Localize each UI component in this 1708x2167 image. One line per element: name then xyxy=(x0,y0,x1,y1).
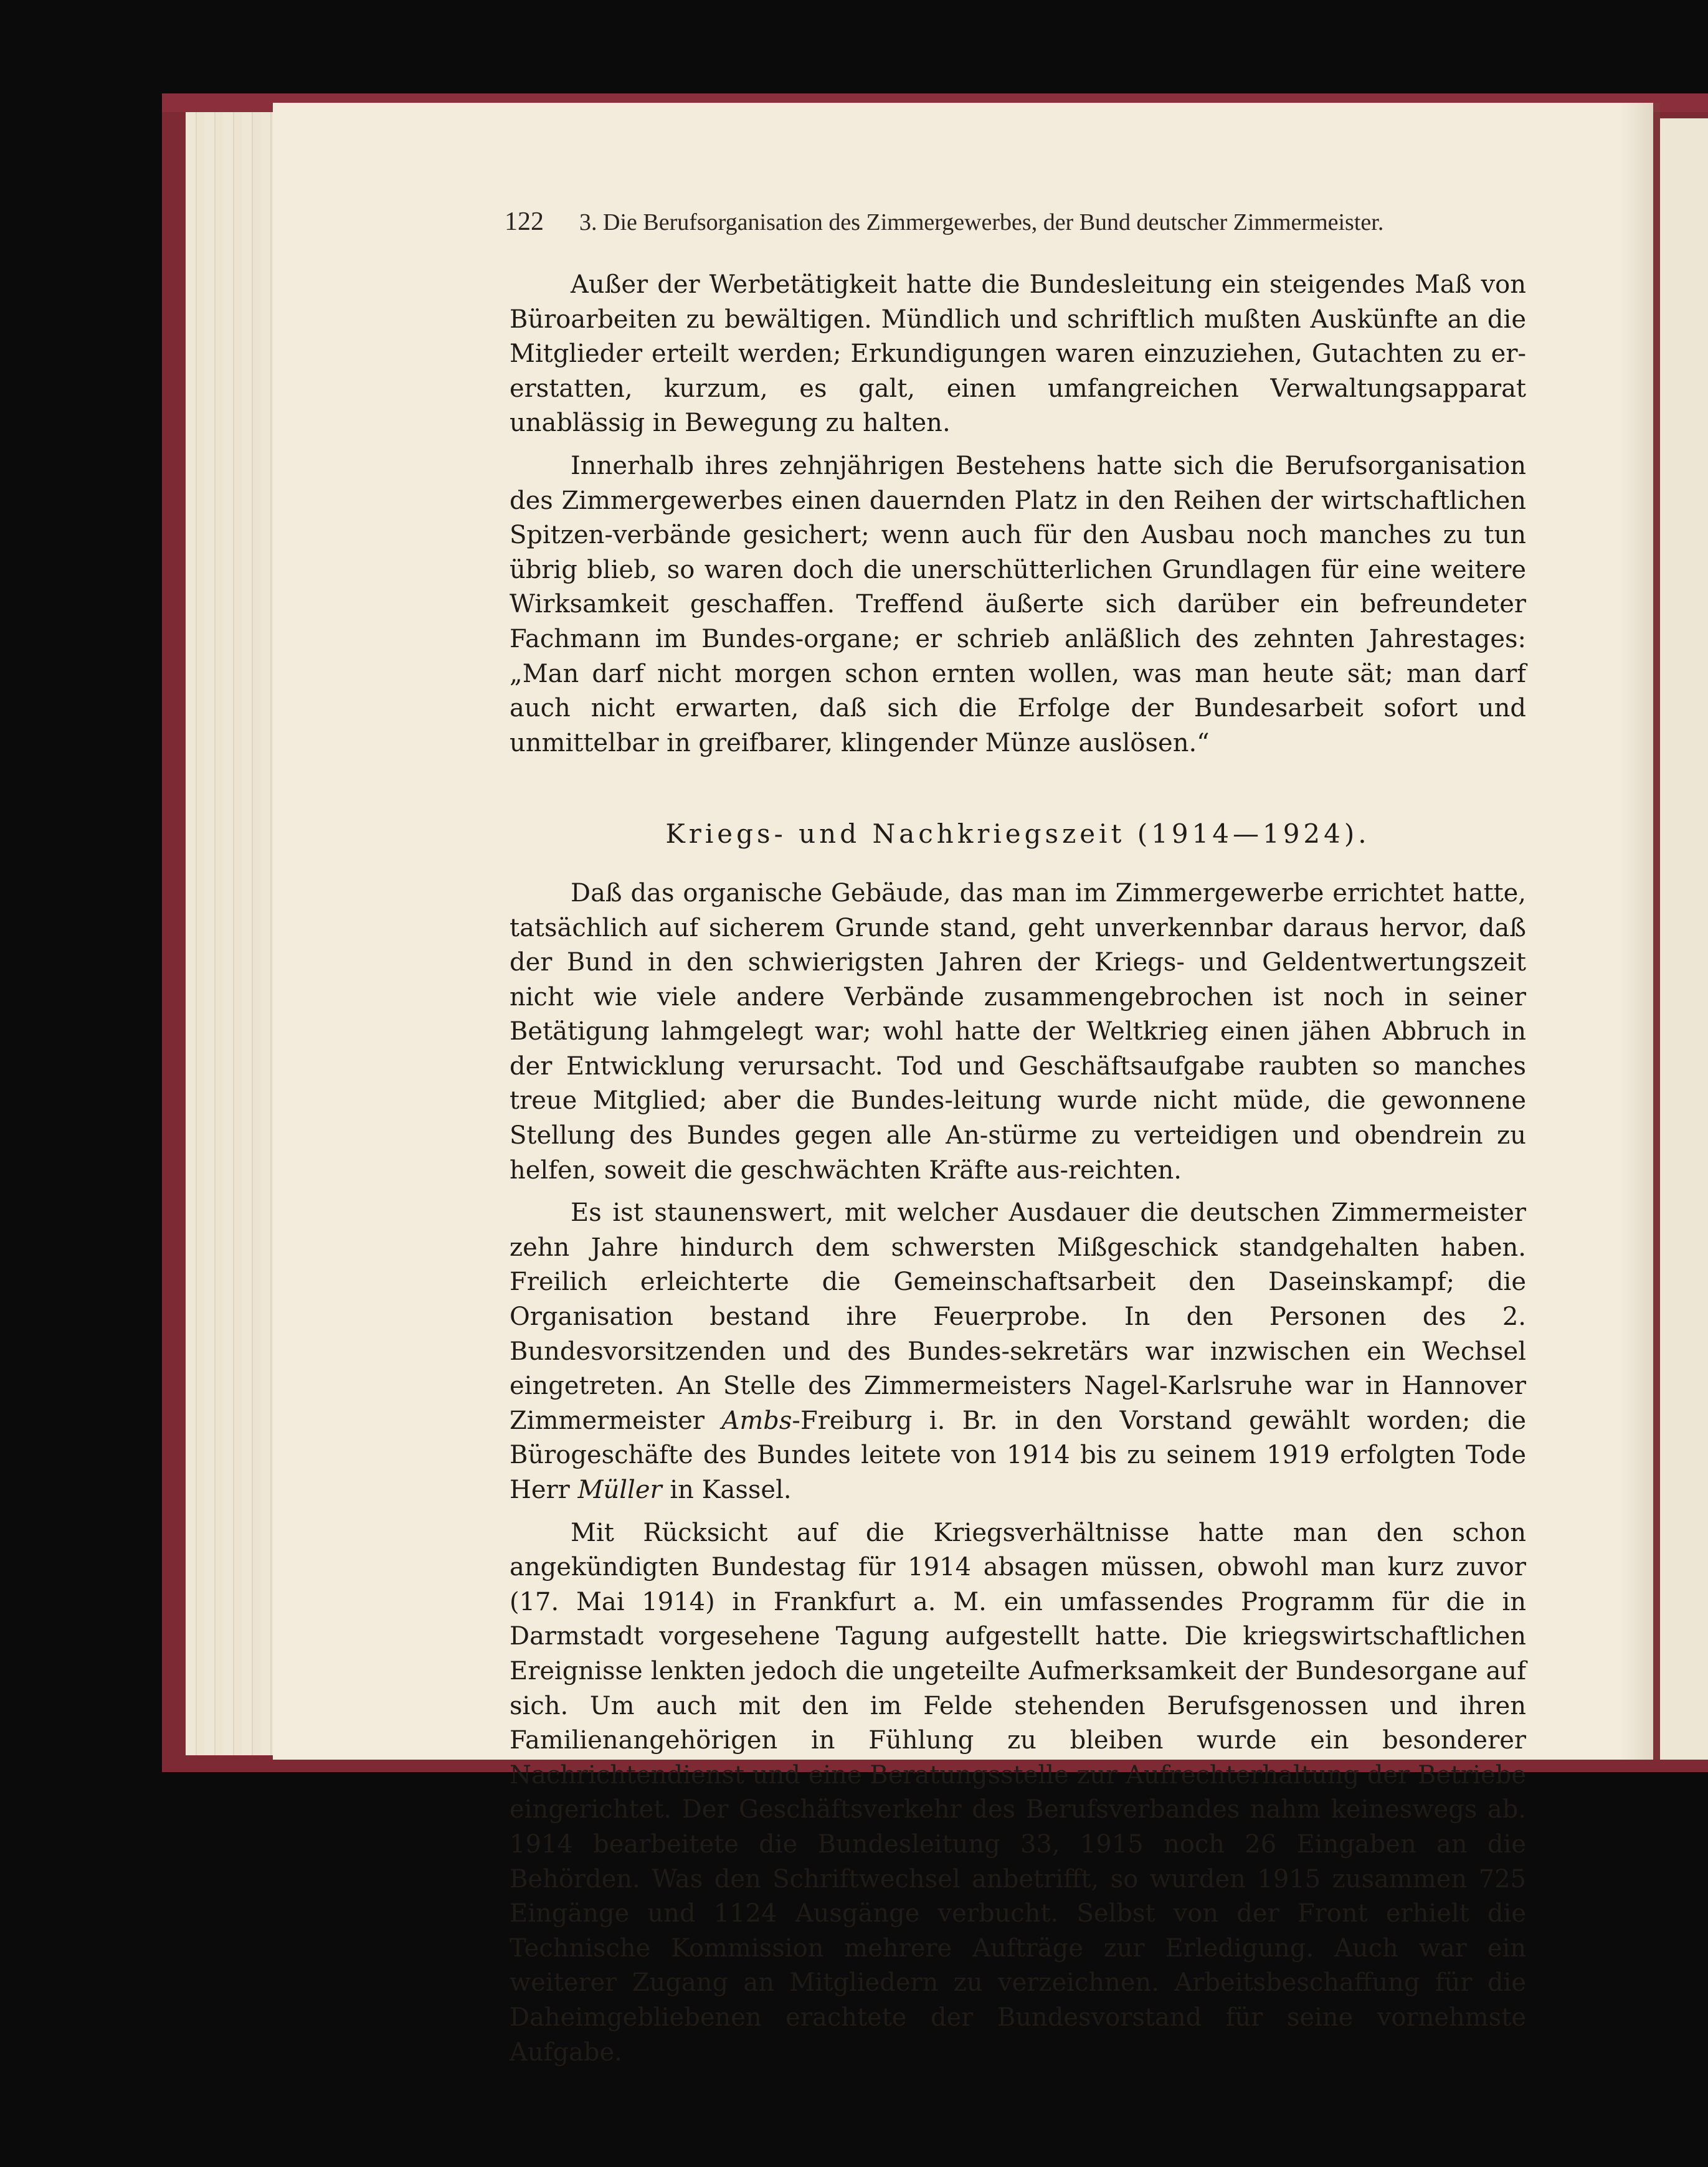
paragraph-2: Innerhalb ihres zehnjährigen Bestehens hatte sich die Berufsorganisation des Zimmergewerbes einen dauernden Platz in den Reihen der wirtschaftlichen Spitzen-verbände gesichert; wenn auch für den Ausbau noch manches zu tun übrig blieb, so waren doch die unerschütterlichen Grundlagen für eine weitere Wirksamkeit geschaffen. Treffend äußerte sich darüber ein befreundeter Fachmann im Bundes-organe; er schrieb anläßlich des zehnten Jahrestages: „Man darf nicht morgen schon ernten wollen, was man heute sät; man darf auch nicht erwarten, daß sich die Erfolge der Bundesarbeit sofort und unmittelbar in greifbarer, klingender Münze auslösen.“ xyxy=(510,451,1526,757)
running-title: 3. Die Berufsorganisation des Zimmergewerbes, der Bund deutscher Zimmermeister. xyxy=(579,209,1384,235)
person-name-ambs: Ambs xyxy=(721,1406,792,1435)
paragraph-4-text-b: -Freiburg i. Br. in den Vorstand gewählt worden; die Bürogeschäfte des Bundes leitete von 1914 bis zu seinem 1919 erfolgten Tode Herr xyxy=(510,1406,1527,1504)
paragraph-1: Außer der Werbetätigkeit hatte die Bundesleitung ein steigendes Maß von Büroarbeiten zu bewältigen. Mündlich und schriftlich mußten Auskünfte an die Mitglieder erteilt werden; Erkundigungen waren einzuziehen, Gutachten zu er-erstatten, kurzum, es galt, einen umfangreichen Verwaltungsapparat unablässig in Bewegung zu halten. xyxy=(510,270,1526,438)
paragraph-4-text-a: Es ist staunenswert, mit welcher Ausdauer die deutschen Zimmermeister zehn Jahre hindurch dem schwersten Mißgeschick standgehalten haben. Freilich erleichterte die Gemeinschaftsarbeit den Daseinskampf; die Organisation bestand ihre Feuerprobe. In den Personen des 2. Bundesvorsitzenden und des Bundes-sekretärs war inzwischen ein Wechsel eingetreten. An Stelle des Zimmermeisters Nagel-Karlsruhe war in Hannover Zimmermeister xyxy=(510,1198,1526,1435)
paragraph-4-text-c: in Kassel. xyxy=(662,1476,792,1504)
page-number: 122 xyxy=(505,207,544,236)
paragraph-5: Mit Rücksicht auf die Kriegsverhältnisse hatte man den schon angekündigten Bundestag für 1914 absagen müssen, obwohl man kurz zuvor (17. Mai 1914) in Frankfurt a. M. ein umfassendes Programm für die in Darmstadt vorgesehene Tagung aufgestellt hatte. Die kriegswirtschaftlichen Ereignisse lenkten jedoch die ungeteilte Aufmerksamkeit der Bundesorgane auf sich. Um auch mit den im Felde stehenden Berufsgenossen und ihren Familienangehörigen in Fühlung zu bleiben wurde ein besonderer Nachrichtendienst und eine Beratungsstelle zur Aufrechterhaltung der Betriebe eingerichtet. Der Geschäftsverkehr des Berufsverbandes nahm keineswegs ab. 1914 bearbeitete die Bundesleitung 33, 1915 noch 26 Eingaben an die Behörden. Was den Schriftwechsel anbetrifft, so wurden 1915 zusammen 725 Eingänge und 1124 Ausgänge verbucht. Selbst von der Front erhielt die Technische Kommission mehrere Aufträge zur Erledigung. Auch war ein weiterer Zugang an Mitgliedern zu verzeichnen. Arbeitsbeschaffung für die Daheimgebliebenen erachtete der Bundesvorstand für seine vornehmste Aufgabe. xyxy=(510,1518,1526,2067)
page-edges xyxy=(186,112,273,1755)
paragraph-4 xyxy=(510,1196,1526,1507)
gutter-shadow xyxy=(1620,103,1660,1760)
section-heading: Kriegs- und Nachkriegszeit (1914—1924). xyxy=(665,818,1370,850)
paragraph-3: Daß das organische Gebäude, das man im Zimmergewerbe errichtet hatte, tatsächlich auf sicherem Grunde stand, geht unverkennbar daraus hervor, daß der Bund in den schwierigsten Jahren der Kriegs- und Geldentwertungszeit nicht wie viele andere Verbände zusammengebrochen ist noch in seiner Betätigung lahmgelegt war; wohl hatte der Weltkrieg einen jähen Abbruch in der Entwicklung verursacht. Tod und Geschäftsaufgabe raubten so manches treue Mitglied; aber die Bundes-leitung wurde nicht müde, die gewonnene Stellung des Bundes gegen alle An-stürme zu verteidigen und obendrein zu helfen, soweit die geschwächten Kräfte aus-reichten. xyxy=(510,878,1526,1185)
facing-page-edge xyxy=(1660,118,1708,1760)
person-name-mueller: Müller xyxy=(577,1476,662,1504)
running-head xyxy=(505,207,1476,237)
body-text xyxy=(510,268,1526,2078)
